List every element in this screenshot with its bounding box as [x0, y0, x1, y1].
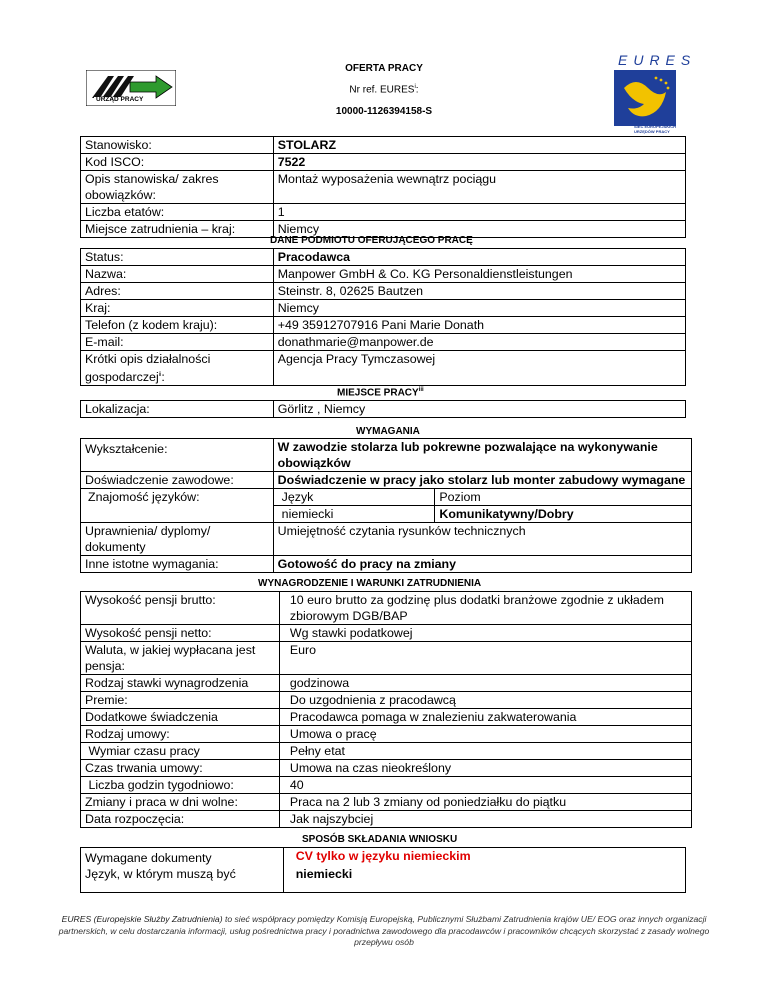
- table-row: [81, 709, 692, 726]
- isco-value: 7522: [273, 154, 685, 171]
- business-footnote: ii: [158, 372, 162, 378]
- name-label: Nazwa:: [81, 266, 274, 283]
- employer-country-label: Kraj:: [81, 300, 274, 317]
- positions-count-value: 1: [273, 204, 685, 221]
- other-requirements-label: Inne istotne wymagania:: [81, 556, 274, 573]
- address-label: Adres:: [81, 283, 274, 300]
- language-name: niemiecki: [274, 506, 435, 523]
- gross-salary-value: 10 euro brutto za godzinę plus dodatki branżowe zgodnie z układem zbiorowym DGB/BAP: [279, 592, 691, 625]
- address-value: Steinstr. 8, 02625 Bautzen: [273, 283, 685, 300]
- table-row: [81, 866, 686, 893]
- language-col-header: Język: [274, 489, 435, 506]
- contract-duration-value: Umowa na czas nieokreślony: [279, 760, 691, 777]
- language-level: Komunikatywny/Dobry: [439, 507, 574, 521]
- location-value: Görlitz , Niemcy: [273, 401, 685, 418]
- position-value: STOLARZ: [273, 137, 685, 154]
- ref-label: Nr ref. EURES: [349, 84, 415, 96]
- table-row: [81, 317, 686, 334]
- business-description-value: Agencja Pracy Tymczasowej: [273, 351, 685, 386]
- email-value[interactable]: donathmarie@manpower.de: [273, 334, 685, 351]
- table-row: [274, 489, 691, 506]
- table-row: [81, 351, 686, 386]
- positions-count-label: Liczba etatów:: [81, 204, 274, 221]
- table-row: [81, 675, 692, 692]
- table-row: [81, 334, 686, 351]
- table-row: [81, 439, 692, 472]
- languages-cell: [273, 489, 691, 523]
- education-value: W zawodzie stolarza lub pokrewne pozwalające na wykonywanie obowiązków: [273, 439, 691, 472]
- languages-label-text: Znajomość języków:: [88, 490, 200, 504]
- table-row: [81, 171, 686, 204]
- table-row: [81, 489, 692, 523]
- languages-subtable: [274, 489, 691, 522]
- table-row: [81, 625, 692, 642]
- table-row: [81, 472, 692, 489]
- table-row: [81, 300, 686, 317]
- start-date-value: Jak najszybciej: [279, 811, 691, 828]
- employer-table: [80, 248, 686, 386]
- eures-logo-text: EURES: [618, 52, 697, 68]
- weekly-hours-label: Liczba godzin tygodniowo:: [81, 777, 280, 794]
- country-label: Miejsce zatrudnienia – kraj:: [81, 221, 274, 238]
- net-salary-value: Wg stawki podatkowej: [279, 625, 691, 642]
- application-section-title: SPOSÓB SKŁADANIA WNIOSKU: [302, 834, 458, 845]
- contract-type-label: Rodzaj umowy:: [81, 726, 280, 743]
- isco-label: Kod ISCO:: [81, 154, 274, 171]
- working-time-value: Pełny etat: [279, 743, 691, 760]
- experience-label: Doświadczenie zawodowe:: [81, 472, 274, 489]
- position-label: Stanowisko:: [81, 137, 274, 154]
- offer-title: OFERTA PRACY: [345, 63, 423, 74]
- phone-label: Telefon (z kodem kraju):: [81, 317, 274, 334]
- level-col-header: Poziom: [435, 489, 691, 506]
- footer-text: to sieć współpracy pomiędzy Komisją Europejską, Publicznymi Służbami Zatrudnienia krajów UE/ EOG oraz innych organizacji partnerskich, w celu dostarczania informacji, usług pośrednictwa pracy i poradnictwa zawodowego dla pracodawców i pracowników chcących skorzystać z zasady wolnego przepływu osób: [58, 914, 710, 947]
- licenses-label: Uprawnienia/ dyplomy/ dokumenty: [81, 523, 274, 556]
- workplace-section-title: MIEJSCE PRACY: [337, 387, 419, 399]
- table-row: [81, 692, 692, 709]
- business-colon: :: [161, 370, 165, 385]
- workplace-footnote: iii: [418, 387, 424, 393]
- email-label: E-mail:: [81, 334, 274, 351]
- weekly-hours-value: 40: [279, 777, 691, 794]
- net-salary-label: Wysokość pensji netto:: [81, 625, 280, 642]
- table-row: [81, 204, 686, 221]
- footer-note: [40, 914, 728, 949]
- experience-value: Doświadczenie w pracy jako stolarz lub monter zabudowy wymagane: [273, 472, 691, 489]
- business-description-label: [81, 351, 274, 386]
- table-row: [81, 642, 692, 675]
- table-row: [81, 726, 692, 743]
- eures-caption-1: SIEĆ EUROPEJSKICH: [634, 124, 677, 129]
- other-requirements-value: Gotowość do pracy na zmiany: [273, 556, 691, 573]
- table-row: [81, 523, 692, 556]
- status-value: Pracodawca: [273, 249, 685, 266]
- table-row: [274, 506, 691, 523]
- documents-label: Wymagane dokumenty: [81, 848, 284, 867]
- contract-type-value: Umowa o pracę: [279, 726, 691, 743]
- country-value: Niemcy: [273, 221, 685, 238]
- document-language-value: niemiecki: [283, 866, 685, 893]
- licenses-value: Umiejętność czytania rysunków technicznych: [273, 523, 691, 556]
- table-row: [81, 249, 686, 266]
- location-label: Lokalizacja:: [81, 401, 274, 418]
- description-value: Montaż wyposażenia wewnątrz pociągu: [273, 171, 685, 204]
- table-row: [81, 401, 686, 418]
- application-table: [80, 847, 686, 893]
- table-row: [81, 743, 692, 760]
- document-language-label: Język, w którym muszą być: [81, 866, 284, 893]
- table-row: [81, 592, 692, 625]
- table-row: [81, 794, 692, 811]
- benefits-label: Dodatkowe świadczenia: [81, 709, 280, 726]
- table-row: [81, 137, 686, 154]
- languages-label: [81, 489, 274, 523]
- employer-section-title: DANE PODMIOTU OFERUJĄCEGO PRACĘ: [270, 235, 473, 246]
- shifts-value: Praca na 2 lub 3 zmiany od poniedziałku do piątku: [279, 794, 691, 811]
- phone-value: +49 35912707916 Pani Marie Donath: [273, 317, 685, 334]
- table-row: [81, 154, 686, 171]
- rate-type-value: godzinowa: [279, 675, 691, 692]
- workplace-section-title-line: [337, 387, 567, 398]
- salary-table: [80, 591, 692, 828]
- eures-caption-2: URZĘDÓW PRACY: [634, 129, 670, 134]
- currency-label: Waluta, w jakiej wypłacana jest pensja:: [81, 642, 280, 675]
- salary-section-title: WYNAGRODZENIE I WARUNKI ZATRUDNIENIA: [258, 578, 482, 589]
- rate-type-label: Rodzaj stawki wynagrodzenia: [81, 675, 280, 692]
- employer-country-value: Niemcy: [273, 300, 685, 317]
- benefits-value: Pracodawca pomaga w znalezieniu zakwaterowania: [279, 709, 691, 726]
- name-value: Manpower GmbH & Co. KG Personaldienstleistungen: [273, 266, 685, 283]
- table-row: [81, 283, 686, 300]
- education-label-text: Wykształcenie:: [85, 442, 168, 456]
- requirements-table: [80, 438, 692, 573]
- ref-colon: :: [415, 84, 419, 96]
- urzad-pracy-logo-text: URZĄD PRACY: [96, 96, 144, 103]
- status-label: Status:: [81, 249, 274, 266]
- position-table: [80, 136, 686, 238]
- documents-value: CV tylko w języku niemieckim: [283, 848, 685, 867]
- currency-value: Euro: [279, 642, 691, 675]
- workplace-table: [80, 400, 686, 418]
- working-time-label: Wymiar czasu pracy: [81, 743, 280, 760]
- bonus-value: Do uzgodnienia z pracodawcą: [279, 692, 691, 709]
- business-description-text: Krótki opis działalności gospodarczej: [85, 352, 211, 385]
- ref-number: 10000-1126394158-S: [335, 106, 433, 117]
- table-row: [81, 848, 686, 867]
- bonus-label: Premie:: [81, 692, 280, 709]
- ref-footnote: i: [414, 84, 416, 90]
- table-row: [81, 556, 692, 573]
- description-label: Opis stanowiska/ zakres obowiązków:: [81, 171, 274, 204]
- table-row: [81, 777, 692, 794]
- table-row: [81, 811, 692, 828]
- table-row: [81, 760, 692, 777]
- footer-eures-name: EURES (Europejskie Służby Zatrudnienia): [61, 914, 223, 924]
- start-date-label: Data rozpoczęcia:: [81, 811, 280, 828]
- education-label: [81, 439, 274, 472]
- eures-logo: [606, 52, 697, 143]
- gross-salary-label: Wysokość pensji brutto:: [81, 592, 280, 625]
- table-row: [81, 266, 686, 283]
- requirements-section-title: WYMAGANIA: [356, 426, 420, 437]
- shifts-label: Zmiany i praca w dni wolne:: [81, 794, 280, 811]
- contract-duration-label: Czas trwania umowy:: [81, 760, 280, 777]
